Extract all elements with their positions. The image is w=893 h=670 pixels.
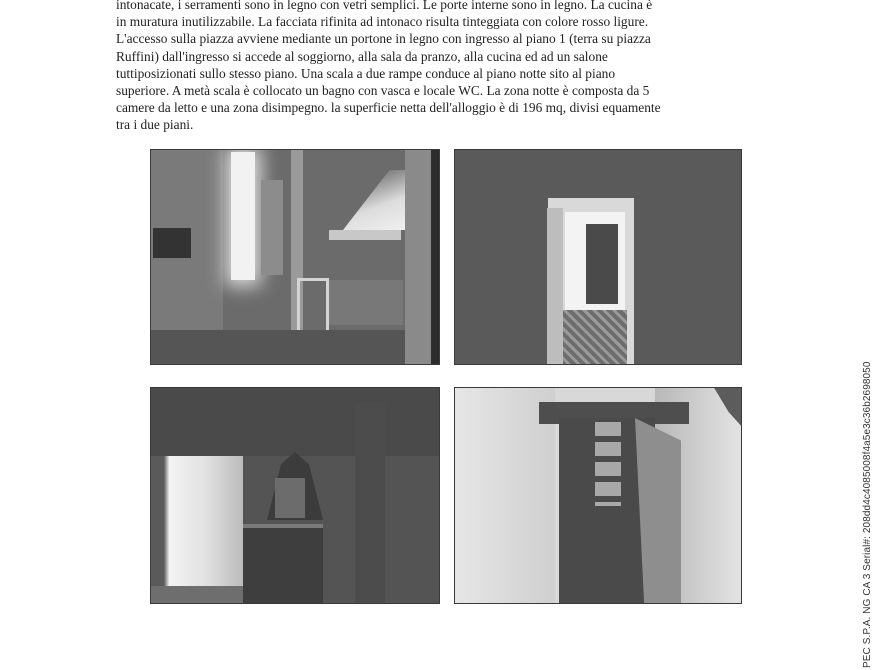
hood-trim: [329, 230, 401, 240]
body-paragraph: [116, 0, 760, 134]
hood: [343, 170, 405, 230]
far-door: [586, 224, 618, 304]
mirror-glass: [275, 478, 305, 518]
text-line: Ruffini) dall'ingresso si accede al soggiorno, alla sala da pranzo, alla cucina ed ad un salone: [116, 48, 608, 64]
text-line: camere da letto e una zona disimpegno. la superficie netta dell'alloggio è di 196 mq, divisi equamente: [116, 100, 661, 116]
ceiling-shadow: [151, 388, 440, 456]
text-line: superiore. A metà scala è collocato un bagno con vasca e locale WC. La zona notte è composta da 5: [116, 83, 650, 99]
window-shutter: [261, 180, 283, 275]
counter: [329, 280, 403, 325]
chair: [297, 278, 329, 338]
photo-wardrobe-room: [150, 387, 440, 604]
photo-corridor: [454, 149, 742, 365]
text-line: tuttiposizionati sullo stesso piano. Una scala a due rampe conduce al piano notte sito al piano: [116, 65, 616, 81]
dark-box: [153, 228, 191, 258]
door-frame: [405, 150, 431, 365]
text-line: in muratura inutilizzabile. La facciata rifinita ad intonaco risulta tinteggiata con colore rosso ligure.: [116, 14, 649, 30]
floor: [151, 330, 440, 365]
photo-kitchen: [150, 149, 440, 365]
floor: [151, 586, 243, 604]
text-line: tra i due piani.: [116, 117, 194, 133]
open-door-leaf: [547, 208, 563, 365]
edge-dark: [431, 150, 440, 365]
floor-debris: [563, 310, 627, 365]
digital-signature-stamp: PEC S.P.A. NG CA 3 Serial#: 208dd4c4085008f4a5e3c36b2698050: [862, 361, 873, 668]
dresser: [243, 524, 323, 604]
window-bright: [231, 152, 255, 280]
wardrobe-tall: [355, 402, 385, 604]
text-line: L'accesso sulla piazza avviene mediante un portone in legno con ingresso al piano 1 (terra su piazza: [116, 31, 651, 47]
photo-hallway: [454, 387, 742, 604]
window: [593, 422, 623, 506]
text-line: intonacate, i serramenti sono in legno con vetri semplici. Le porte interne sono in legno. La cucina è: [116, 0, 653, 12]
bright-doorway: [151, 456, 243, 588]
